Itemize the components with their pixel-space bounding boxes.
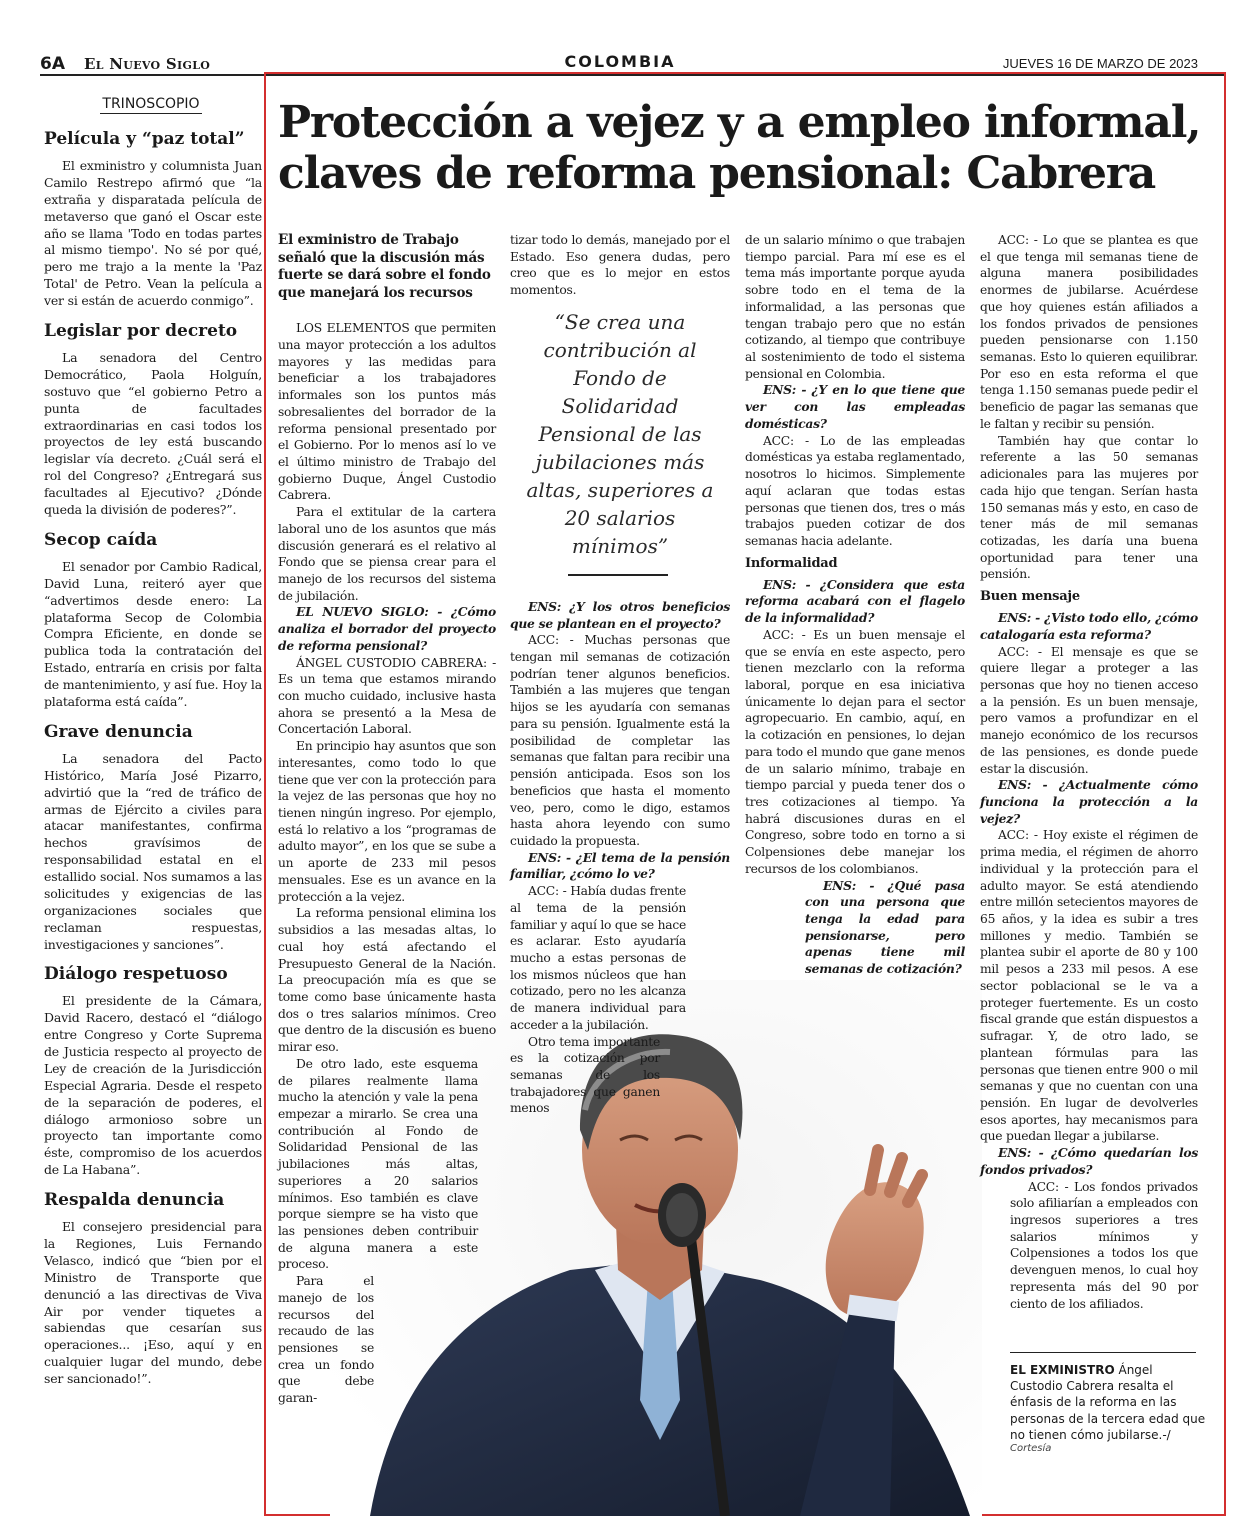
article-lead: El exministro de Trabajo señaló que la discusión más fuerte se dará sobre el fondo que manejará los recursos <box>278 232 491 301</box>
pull-quote: “Se crea una contribución al Fondo de Solidaridad Pensional de las jubilaciones más altas, superiores a 20 salarios mínimos” <box>526 310 714 558</box>
sidebar-heading: Legislar por decreto <box>44 320 238 341</box>
paragraph: LOS ELEMENTOS que permiten una mayor protección a los adultos mayores y las medidas para beneficiar a los trabajadores informales son los puntos más sobresalientes del borrador de la reforma pensional presentado por el Gobierno. Por lo menos así lo ve el último ministro de Trabajo del gobierno Duque, Ángel Custodio Cabrera. <box>278 321 496 503</box>
sidebar-body: El senador por Cambio Radical, David Luna, reiteró ayer que “advertimos desde enero: La plataforma Secop de Colombia Compra Eficiente, en donde se publica toda la contratación del Estado, entraría en crisis por falta de mantenimiento, y así fue. Hoy la plataforma está caída”. <box>44 558 262 709</box>
trinoscopio-sidebar <box>40 96 262 1512</box>
sidebar-heading: Grave denuncia <box>44 721 193 742</box>
paragraph: En principio hay asuntos que son interesantes, como todo lo que tiene que ver con la protección para la vejez de las personas que hoy no tienen ningún ingreso. Por ejemplo, está lo relativo a los “programas de adulto mayor”, en los que se sube a un aporte de 233 mil pesos mensuales. Ese es un avance en la protección a la vejez. <box>278 739 496 904</box>
paragraph: de un salario mínimo o que trabajen tiempo parcial. Para mí ese es el tema más importante porque ayuda sobre todo en el tema de la informalidad, a las personas que tengan trabajo pero que no están cotizando, al tiempo que contribuye al sostenimiento de todo el sistema pensional en Colombia. <box>745 233 965 381</box>
paragraph: ACC: - Muchas personas que tengan mil semanas de cotización podrían tener algunos beneficios. También a las mujeres que tengan hijos se les ayudaría con semanas para su pensión. Igualmente está la posibilidad de completar las semanas que faltan para recibir una pensión anticipada. Esos son los beneficios que hasta el momento veo, pero, como le digo, estamos hasta ahora leyendo con sumo cuidado la propuesta. <box>510 633 730 848</box>
sidebar-item <box>40 320 262 519</box>
sidebar-item <box>40 1189 262 1388</box>
issue-date: JUEVES 16 DE MARZO DE 2023 <box>1002 56 1198 71</box>
paragraph: ACC: - Había dudas frente al tema de la pensión familiar y aquí lo que se hace es aclarar. Esto ayudaría mucho a estas personas de los mismos núcleos que han cotizado, pero no les alcanza de manera individual para acceder a la jubilación. <box>510 884 686 1032</box>
masthead: El Nuevo Siglo <box>84 55 211 73</box>
article-headline: Protección a vejez y a empleo informal, claves de reforma pensional: Cabrera <box>278 97 1201 199</box>
sidebar-item <box>40 721 262 954</box>
sidebar-heading: Diálogo respetuoso <box>44 964 228 985</box>
subheading: Informalidad <box>745 555 838 571</box>
interview-question: ENS: - ¿Qué pasa con una persona que tenga la edad para pensionarse, pero apenas tiene mil semanas de cotización? <box>805 877 965 977</box>
sidebar-heading: Película y “paz total” <box>44 129 245 149</box>
section-name: COLOMBIA <box>564 52 676 71</box>
interview-question: ENS: - ¿Y en lo que tiene que ver con las empleadas domésticas? <box>745 382 965 431</box>
paragraph: ÁNGEL CUSTODIO CABRERA: - Es un tema que estamos mirando con mucho cuidado, inclusive hasta ahora se presentó a la Mesa de Concertación Laboral. <box>278 655 496 737</box>
paragraph: tizar todo lo demás, manejado por el Estado. Eso genera dudas, pero creo que es lo mejor en estos momentos. <box>510 233 730 298</box>
interview-question: ENS: - ¿Actualmente cómo funciona la protección a la vejez? <box>980 777 1198 826</box>
sidebar-body: El exministro y columnista Juan Camilo Restrepo afirmó que “la extraña y disparatada película de metaverso que ganó el Oscar este año se llama 'Todo en todas partes al mismo tiempo'. No sé por qué, pero me trajo a la mente la 'Paz Total' de Petro. Vean la película a ver si están de acuerdo conmigo”. <box>44 158 262 309</box>
sidebar-body: El consejero presidencial para la Regiones, Luis Fernando Velasco, indicó que “bien por el Ministro de Transporte que denunció a las directivas de Viva Air por vender tiquetes a sabiendas que cesarían sus operaciones... ¡Eso, aquí y en cualquier lugar del mundo, debe ser sancionado!”. <box>44 1219 262 1387</box>
interview-question: ENS: - ¿El tema de la pensión familiar, ¿cómo lo ve? <box>510 849 730 882</box>
paragraph: ACC: - El mensaje es que se quiere llegar a proteger a las personas que hoy no tienen acceso a la pensión. Es un buen mensaje, pero vamos a profundizar en el manejo económico de los recursos de las pensiones, es donde puede estar la discusión. <box>980 644 1198 776</box>
caption-text: Ángel Custodio Cabrera resalta el énfasis de la reforma en las personas de la tercera edad que no tienen cómo jubilarse.-/ <box>1010 1363 1206 1442</box>
paragraph: La reforma pensional elimina los subsidios a las mesadas altas, lo cual hoy está afectando el Presupuesto General de la Nación. La preocupación mía es que se tome como base únicamente hasta dos o tres salarios mínimos. Creo que dentro de la discusión es bueno mirar eso. <box>278 906 496 1055</box>
paragraph: ACC: - Hoy existe el régimen de prima media, el régimen de ahorro individual y la protección para el adulto mayor. Se está atendiendo entre millón setecientos mayores de 65 años, y la idea es subir a tres millones y medio. También se plantea subir el aporte de 80 y 100 mil pesos a 233 mil pesos. A ese sector poblacional se le va a proteger fuertemente. Es un costo fiscal grande que están dispuestos a sufragar. Y, de otro lado, se plantean fórmulas para las personas que tienen entre 900 o mil semanas y que no cuentan con una pensión. En lugar de devolverles esos aportes, hay mecanismos para que puedan llegar a jubilarse. <box>980 828 1198 1144</box>
article-column-1 <box>278 232 496 1407</box>
sidebar-heading: Secop caída <box>44 529 158 550</box>
interview-question: ENS: - ¿Visto todo ello, ¿cómo catalogaría esta reforma? <box>980 610 1198 642</box>
paragraph: Para el manejo de los recursos del recaudo de las pensiones se crea un fondo que debe garan- <box>278 1274 374 1406</box>
page-number: 6A <box>40 54 65 74</box>
interview-question: EL NUEVO SIGLO: - ¿Cómo analiza el borrador del proyecto de reforma pensional? <box>278 604 496 653</box>
sidebar-item <box>40 529 262 711</box>
paragraph: ACC: - Es un buen mensaje el que se envía en este aspecto, pero tienen mezclarlo con la reforma laboral, porque en esa iniciativa únicamente lo dejan para el sector agropecuario. En cambio, aquí, en la cotización en pensiones, lo dejan para todo el mundo que gane menos de un salario mínimo, trabaje en tiempo parcial y pueda tener dos o tres cotizaciones al tiempo. Ya habrá discusiones duras en el Congreso, sobre todo en torno a si Colpensiones debe manejar los recursos de los colombianos. <box>745 627 965 876</box>
caption-rule <box>1010 1352 1196 1353</box>
sidebar-heading: Respalda denuncia <box>44 1190 225 1211</box>
article-column-3 <box>745 232 965 978</box>
subheading: Buen mensaje <box>980 589 1080 605</box>
paragraph: Otro tema importante es la cotización por semanas de los trabajadores que ganen menos <box>510 1034 660 1116</box>
paragraph: Para el extitular de la cartera laboral uno de los asuntos que más discusión generará es el relativo al Fondo que se piensa crear para el manejo de los recursos del sistema de jubilación. <box>278 505 496 603</box>
sidebar-item <box>40 128 262 310</box>
paragraph: También hay que contar lo referente a las 50 semanas adicionales para las mujeres por cada hijo que tengan. Serían hasta 150 semanas más y esto, en caso de tener más de mil semanas cotizadas, les daría una buena oportunidad para tener una pensión. <box>980 433 1198 582</box>
article-column-4 <box>980 232 1198 1312</box>
caption-label: EL EXMINISTRO <box>1010 1363 1115 1377</box>
interview-question: ENS: ¿Y los otros beneficios que se plantean en el proyecto? <box>510 598 730 631</box>
paragraph: ACC: - Los fondos privados solo afiliarían a empleados con ingresos superiores a tres salarios mínimos y Colpensiones a todos los que devenguen menos, lo cual hoy representa más del 90 por ciento de los afiliados. <box>1010 1179 1198 1311</box>
sidebar-body: La senadora del Pacto Histórico, María José Pizarro, advirtió que la “red de tráfico de armas de Ejército a civiles para atacar manifestantes, confirma hechos gravísimos de responsabilidad estatal en el estallido social. Nos sumamos a las solicitudes y exigencias de las organizaciones sociales que reclaman respuestas, investigaciones y sanciones”. <box>44 750 262 952</box>
sidebar-title: TRINOSCOPIO <box>102 96 200 112</box>
interview-question: ENS: - ¿Considera que esta reforma acabará con el flagelo de la informalidad? <box>745 576 965 626</box>
sidebar-body: El presidente de la Cámara, David Racero, destacó el “diálogo entre Congreso y Corte Suprema de Justicia respecto al proyecto de Ley de creación de la Jurisdicción Especial Agraria. Desde el respeto de la separación de poderes, el diálogo armonioso sobre un proyecto tan importante como éste, compromiso de los acuerdos de La Habana”. <box>44 993 262 1178</box>
paragraph: De otro lado, este esquema de pilares realmente llama mucho la atención y vale la pena empezar a mirarlo. Se crea una contribución al Fondo de Solidaridad Pensional de las jubilaciones más altas, superiores a 20 salarios mínimos. Eso también es clave porque siempre se ha visto que las pensiones deben contribuir de alguna manera a este proceso. <box>278 1056 478 1272</box>
interview-question: ENS: - ¿Cómo quedarían los fondos privados? <box>980 1145 1198 1177</box>
paragraph: ACC: - Lo que se plantea es que el que tenga mil semanas tiene de alguna manera posibilidades enormes de jubilarse. Acuérdese que hoy quienes están afiliados a los fondos privados de pensiones pueden pensionarse con 1.150 semanas. Esto lo quieren equilibrar. Por eso en esta reforma el que tenga 1.150 semanas puede pedir el beneficio de pagar las semanas que le faltan y recibir su pensión. <box>980 233 1198 431</box>
sidebar-body: La senadora del Centro Democrático, Paola Holguín, sostuvo que “el gobierno Petro a punta de facultades extraordinarias en casi todos los proyectos de ley está buscando legislar vía decreto. ¿Cuál será el rol del Congreso? ¿Entregará sus facultades al Ejecutivo? ¿Dónde queda la división de poderes?”. <box>44 350 262 517</box>
pull-quote-rule <box>568 574 668 576</box>
sidebar-item <box>40 963 262 1179</box>
paragraph: ACC: - Lo de las empleadas domésticas ya estaba reglamentado, nosotros lo hicimos. Simplemente aquí aclaran que todas estas personas que tienen dos, tres o más trabajos pueden cotizar de dos semanas hacia adelante. <box>745 433 965 548</box>
photo-caption <box>1010 1362 1206 1454</box>
photo-credit: Cortesía <box>1010 1442 1052 1454</box>
